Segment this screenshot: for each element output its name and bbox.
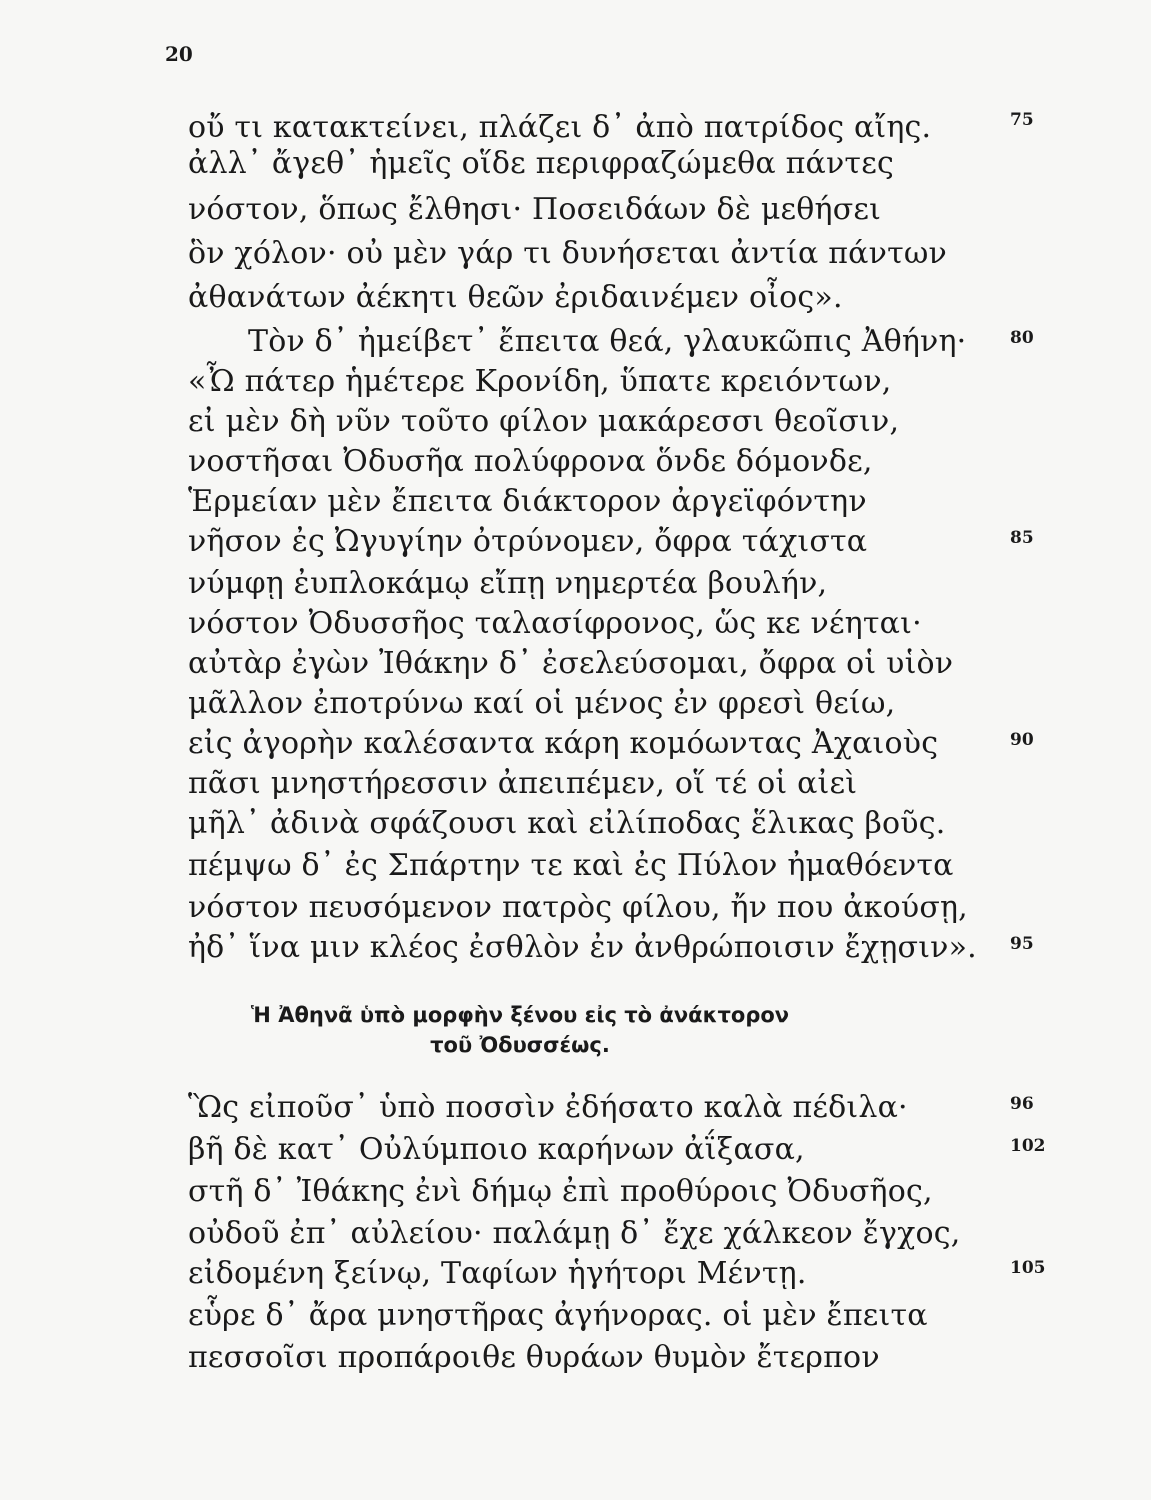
verse-line: βῆ δὲ κατ᾽ Οὐλύμποιο καρήνων ἀΐξασα, — [188, 1132, 805, 1167]
line-number: 80 — [1010, 328, 1034, 348]
line-number: 96 — [1010, 1094, 1034, 1114]
verse-line: Ὣς εἰποῦσ᾽ ὑπὸ ποσσὶν ἐδήσατο καλὰ πέδιλα· — [188, 1090, 908, 1125]
verse-line: μῆλ᾽ ἀδινὰ σφάζουσι καὶ εἰλίποδας ἕλικας βοῦς. — [188, 806, 946, 841]
verse-line: νόστον, ὅπως ἔλθησι· Ποσειδάων δὲ μεθήσει — [188, 192, 882, 227]
verse-line: μᾶλλον ἐποτρύνω καί οἱ μένος ἐν φρεσὶ θείω, — [188, 686, 896, 721]
verse-line: εὗρε δ᾽ ἄρα μνηστῆρας ἀγήνορας. οἱ μὲν ἔπειτα — [188, 1298, 928, 1333]
verse-line: νύμφῃ ἐυπλοκάμῳ εἴπῃ νημερτέα βουλήν, — [188, 566, 828, 601]
line-number: 102 — [1010, 1136, 1046, 1156]
page-number: 20 — [165, 42, 193, 66]
verse-line: νόστον πευσόμενον πατρὸς φίλου, ἤν που ἀκούσῃ, — [188, 890, 968, 925]
verse-line: ἠδ᾽ ἵνα μιν κλέος ἐσθλὸν ἐν ἀνθρώποισιν ἔχῃσιν». — [188, 930, 977, 965]
verse-line: ἀθανάτων ἀέκητι θεῶν ἐριδαινέμεν οἶος». — [188, 280, 843, 315]
verse-line: νόστον Ὀδυσσῆος ταλασίφρονος, ὥς κε νέηται· — [188, 606, 922, 641]
line-number: 85 — [1010, 528, 1034, 548]
verse-line: εἰ μὲν δὴ νῦν τοῦτο φίλον μακάρεσσι θεοῖσιν, — [188, 404, 900, 439]
verse-line: οὔ τι κατακτείνει, πλάζει δ᾽ ἀπὸ πατρίδος αἴης. — [188, 110, 932, 145]
section-heading-line: Ἡ Ἀθηνᾶ ὑπὸ μορφὴν ξένου εἰς τὸ ἀνάκτορον — [250, 1003, 790, 1027]
line-number: 75 — [1010, 110, 1034, 130]
line-number: 90 — [1010, 730, 1034, 750]
line-number: 105 — [1010, 1258, 1046, 1278]
verse-line: πεσσοῖσι προπάροιθε θυράων θυμὸν ἔτερπον — [188, 1340, 880, 1375]
section-heading-line: τοῦ Ὀδυσσέως. — [430, 1033, 610, 1057]
verse-line: Τὸν δ᾽ ἠμείβετ᾽ ἔπειτα θεά, γλαυκῶπις Ἀθήνη· — [248, 324, 967, 359]
verse-line: εἰς ἀγορὴν καλέσαντα κάρη κομόωντας Ἀχαιοὺς — [188, 726, 939, 761]
section-heading — [230, 1000, 810, 1060]
verse-line: ἀλλ᾽ ἄγεθ᾽ ἡμεῖς οἵδε περιφραζώμεθα πάντες — [188, 146, 894, 181]
verse-line: «Ὦ πάτερ ἡμέτερε Κρονίδη, ὕπατε κρειόντων, — [188, 364, 892, 399]
verse-line: εἰδομένη ξείνῳ, Ταφίων ἡγήτορι Μέντῃ. — [188, 1256, 807, 1291]
line-number: 95 — [1010, 934, 1034, 954]
verse-line: ὃν χόλον· οὐ μὲν γάρ τι δυνήσεται ἀντία πάντων — [188, 236, 947, 271]
verse-line: οὐδοῦ ἐπ᾽ αὐλείου· παλάμῃ δ᾽ ἔχε χάλκεον ἔγχος, — [188, 1216, 961, 1251]
verse-line: αὐτὰρ ἐγὼν Ἰθάκην δ᾽ ἐσελεύσομαι, ὄφρα οἱ υἱὸν — [188, 646, 954, 681]
verse-line: πέμψω δ᾽ ἐς Σπάρτην τε καὶ ἐς Πύλον ἠμαθόεντα — [188, 848, 954, 883]
verse-line: νοστῆσαι Ὀδυσῆα πολύφρονα ὅνδε δόμονδε, — [188, 444, 873, 479]
verse-line: νῆσον ἐς Ὠγυγίην ὀτρύνομεν, ὄφρα τάχιστα — [188, 524, 868, 559]
verse-line: πᾶσι μνηστήρεσσιν ἀπειπέμεν, οἵ τέ οἱ αἰεὶ — [188, 766, 858, 801]
verse-line: στῆ δ᾽ Ἰθάκης ἐνὶ δήμῳ ἐπὶ προθύροις Ὀδυσῆος, — [188, 1174, 933, 1209]
verse-line: Ἑρμείαν μὲν ἔπειτα διάκτορον ἀργεϊφόντην — [188, 484, 867, 519]
